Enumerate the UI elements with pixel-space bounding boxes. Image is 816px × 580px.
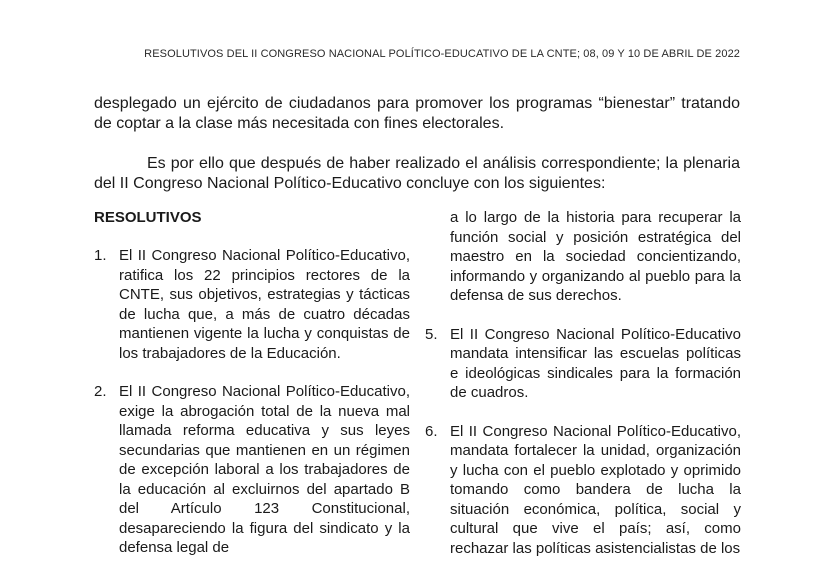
resolutivo-item-6 bbox=[425, 422, 741, 559]
resolutivo-number: 1. bbox=[94, 247, 107, 264]
left-column bbox=[94, 208, 410, 577]
resolutivo-text: El II Congreso Nacional Político-Educativo, mandata fortalecer la unidad, organización y lucha con el pueblo explotado y oprimido tomando como bandera de lucha la situación económica, política, social y cultural que vive el país; así, como rechazar las políticas asistencialistas de los bbox=[450, 422, 741, 557]
resolutivo-text: El II Congreso Nacional Político-Educativo, ratifica los 22 principios rectores de la CNTE, sus objetivos, estrategias y tácticas de lucha que, a más de cuatro décadas mantienen vigente la lucha y conquistas de los trabajadores de la Educación. bbox=[119, 247, 410, 362]
intro-paragraph-conclusion: Es por ello que después de haber realizado el análisis correspondiente; la plenaria del II Congreso Nacional Político-Educativo concluye con los siguientes: bbox=[94, 155, 740, 192]
resolutivo-number: 6. bbox=[425, 422, 438, 440]
right-column bbox=[425, 208, 741, 577]
resolutivo-item-2 bbox=[94, 382, 410, 558]
intro-paragraph-continued: desplegado un ejército de ciudadanos para promover los programas “bienestar” tratando de coptar a la clase más necesitada con fines electorales. bbox=[94, 95, 740, 132]
resolutivo-text: El II Congreso Nacional Político-Educativo, exige la abrogación total de la nueva mal llamada reforma educativa y sus leyes secundarias que mantienen en un régimen de excepción laboral a los trabajadores de la educación al excluirnos del apartado B del Artículo 123 Constitucional, desapareciendo la figura del sindicato y la defensa legal de bbox=[119, 383, 410, 556]
resolutivo-number: 5. bbox=[425, 325, 438, 343]
resolutivo-number: 2. bbox=[94, 383, 107, 400]
running-header: RESOLUTIVOS DEL II CONGRESO NACIONAL POLÍTICO-EDUCATIVO DE LA CNTE; 08, 09 Y 10 DE ABRIL DE 2022 bbox=[144, 48, 740, 60]
resolutivo-text-continuation: a lo largo de la historia para recuperar la función social y posición estratégica del maestro en la sociedad concientizando, informando y organizando al pueblo para la defensa de sus derechos. bbox=[450, 209, 741, 304]
section-title-resolutivos: RESOLUTIVOS bbox=[94, 209, 202, 226]
resolutivo-item-1 bbox=[94, 246, 410, 363]
resolutivo-text: El II Congreso Nacional Político-Educativo mandata intensificar las escuelas políticas e ideológicas sindicales para la formación de cuadros. bbox=[450, 325, 741, 401]
resolutivo-item-5 bbox=[425, 325, 741, 403]
